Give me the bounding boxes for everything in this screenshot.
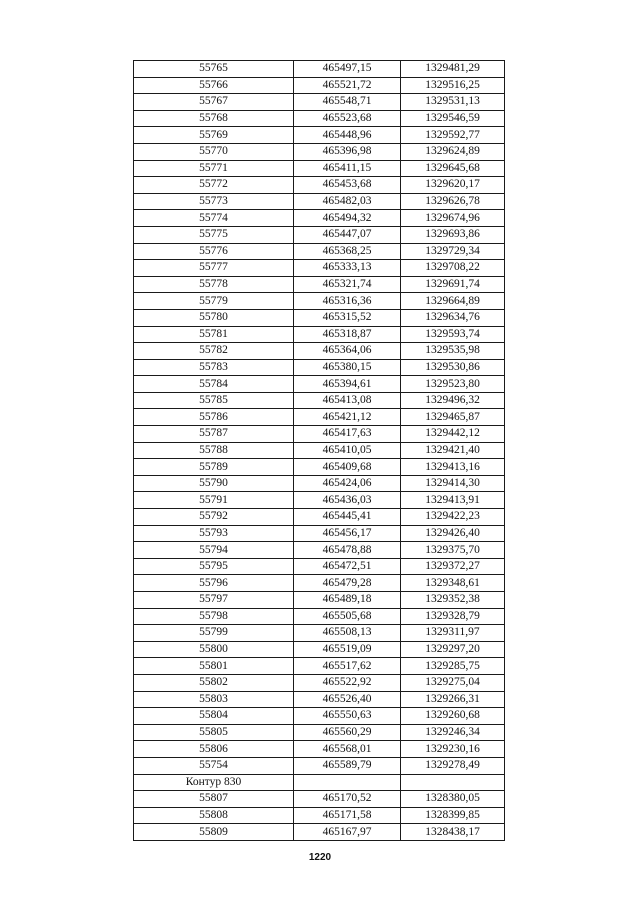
y-coordinate-cell: 1328438,17 (401, 824, 505, 841)
point-number-cell: 55783 (134, 359, 294, 376)
y-coordinate-cell: 1329546,59 (401, 110, 505, 127)
point-number-cell: 55797 (134, 592, 294, 609)
y-coordinate-cell: 1329620,17 (401, 177, 505, 194)
y-coordinate-cell: 1329246,34 (401, 724, 505, 741)
y-coordinate-cell: 1329413,91 (401, 492, 505, 509)
x-coordinate-cell: 465526,40 (294, 691, 401, 708)
x-coordinate-cell: 465489,18 (294, 592, 401, 609)
x-coordinate-cell: 465316,36 (294, 293, 401, 310)
x-coordinate-cell: 465550,63 (294, 708, 401, 725)
y-coordinate-cell: 1329693,86 (401, 226, 505, 243)
x-coordinate-cell: 465453,68 (294, 177, 401, 194)
table-row (134, 509, 505, 526)
x-coordinate-cell: 465447,07 (294, 226, 401, 243)
x-coordinate-cell: 465478,88 (294, 542, 401, 559)
point-number-cell: 55784 (134, 376, 294, 393)
coordinates-table (133, 60, 505, 841)
y-coordinate-cell: 1329414,30 (401, 475, 505, 492)
x-coordinate-cell: 465167,97 (294, 824, 401, 841)
table-row (134, 757, 505, 774)
point-number-cell: 55785 (134, 392, 294, 409)
point-number-cell: 55779 (134, 293, 294, 310)
y-coordinate-cell: 1329481,29 (401, 61, 505, 78)
point-number-cell: 55774 (134, 210, 294, 227)
x-coordinate-cell: 465482,03 (294, 193, 401, 210)
table-row (134, 641, 505, 658)
x-coordinate-cell: 465436,03 (294, 492, 401, 509)
x-coordinate-cell: 465421,12 (294, 409, 401, 426)
x-coordinate-cell: 465517,62 (294, 658, 401, 675)
point-number-cell: 55790 (134, 475, 294, 492)
y-coordinate-cell: 1329422,23 (401, 509, 505, 526)
y-coordinate-cell: 1329645,68 (401, 160, 505, 177)
table-row (134, 376, 505, 393)
y-coordinate-cell: 1329278,49 (401, 757, 505, 774)
point-number-cell: 55776 (134, 243, 294, 260)
table-row (134, 674, 505, 691)
table-row (134, 110, 505, 127)
table-row (134, 492, 505, 509)
x-coordinate-cell: 465410,05 (294, 442, 401, 459)
point-number-cell: 55781 (134, 326, 294, 343)
y-coordinate-cell: 1329523,80 (401, 376, 505, 393)
table-row (134, 525, 505, 542)
table-row (134, 94, 505, 111)
point-number-cell: 55769 (134, 127, 294, 144)
table-row (134, 359, 505, 376)
x-coordinate-cell: 465548,71 (294, 94, 401, 111)
y-coordinate-cell: 1329442,12 (401, 426, 505, 443)
y-coordinate-cell: 1329421,40 (401, 442, 505, 459)
y-coordinate-cell: 1329531,13 (401, 94, 505, 111)
y-coordinate-cell: 1329626,78 (401, 193, 505, 210)
table-row (134, 243, 505, 260)
y-coordinate-cell: 1329516,25 (401, 77, 505, 94)
table-row (134, 293, 505, 310)
x-coordinate-cell: 465394,61 (294, 376, 401, 393)
table-row (134, 542, 505, 559)
y-coordinate-cell: 1329729,34 (401, 243, 505, 260)
y-coordinate-cell: 1329593,74 (401, 326, 505, 343)
table-row (134, 210, 505, 227)
y-coordinate-cell: 1329285,75 (401, 658, 505, 675)
x-coordinate-cell: 465568,01 (294, 741, 401, 758)
table-row (134, 276, 505, 293)
table-row (134, 824, 505, 841)
point-number-cell: 55802 (134, 674, 294, 691)
y-coordinate-cell: 1329348,61 (401, 575, 505, 592)
y-coordinate-cell: 1329634,76 (401, 309, 505, 326)
x-coordinate-cell: 465508,13 (294, 625, 401, 642)
y-coordinate-cell: 1329260,68 (401, 708, 505, 725)
table-row (134, 658, 505, 675)
point-number-cell: 55809 (134, 824, 294, 841)
table-row (134, 708, 505, 725)
table-row (134, 475, 505, 492)
point-number-cell: 55798 (134, 608, 294, 625)
point-number-cell: 55765 (134, 61, 294, 78)
y-coordinate-cell: 1329465,87 (401, 409, 505, 426)
y-coordinate-cell: 1328380,05 (401, 791, 505, 808)
point-number-cell: 55791 (134, 492, 294, 509)
coordinates-table-body (134, 61, 505, 841)
x-coordinate-cell: 465456,17 (294, 525, 401, 542)
x-coordinate-cell: 465396,98 (294, 143, 401, 160)
x-coordinate-cell: 465171,58 (294, 807, 401, 824)
point-number-cell: 55787 (134, 426, 294, 443)
x-coordinate-cell: 465448,96 (294, 127, 401, 144)
x-coordinate-cell: 465497,15 (294, 61, 401, 78)
table-row (134, 127, 505, 144)
table-row (134, 807, 505, 824)
x-coordinate-cell: 465445,41 (294, 509, 401, 526)
table-row (134, 442, 505, 459)
point-number-cell: 55796 (134, 575, 294, 592)
y-coordinate-cell: 1329496,32 (401, 392, 505, 409)
point-number-cell: 55782 (134, 343, 294, 360)
table-row (134, 392, 505, 409)
x-coordinate-cell: 465417,63 (294, 426, 401, 443)
point-number-cell: 55778 (134, 276, 294, 293)
x-coordinate-cell: 465521,72 (294, 77, 401, 94)
x-coordinate-cell: 465170,52 (294, 791, 401, 808)
point-number-cell: 55789 (134, 459, 294, 476)
y-coordinate-cell: 1329708,22 (401, 260, 505, 277)
x-coordinate-cell: 465479,28 (294, 575, 401, 592)
y-coordinate-cell: 1329535,98 (401, 343, 505, 360)
x-coordinate-cell: 465333,13 (294, 260, 401, 277)
x-coordinate-cell: 465321,74 (294, 276, 401, 293)
point-number-cell: 55772 (134, 177, 294, 194)
table-row (134, 791, 505, 808)
table-row (134, 193, 505, 210)
x-coordinate-cell: 465409,68 (294, 459, 401, 476)
point-number-cell: 55792 (134, 509, 294, 526)
table-row (134, 260, 505, 277)
y-coordinate-cell: 1329328,79 (401, 608, 505, 625)
x-coordinate-cell: 465318,87 (294, 326, 401, 343)
page-number: 1220 (308, 852, 332, 863)
y-coordinate-cell: 1328399,85 (401, 807, 505, 824)
y-coordinate-cell: 1329530,86 (401, 359, 505, 376)
point-number-cell: 55780 (134, 309, 294, 326)
table-row (134, 608, 505, 625)
table-row (134, 61, 505, 78)
point-number-cell: 55786 (134, 409, 294, 426)
y-coordinate-cell: 1329372,27 (401, 558, 505, 575)
point-number-cell: 55800 (134, 641, 294, 658)
y-coordinate-cell: 1329691,74 (401, 276, 505, 293)
table-row (134, 592, 505, 609)
point-number-cell: 55770 (134, 143, 294, 160)
y-coordinate-cell: 1329426,40 (401, 525, 505, 542)
x-coordinate-cell: 465519,09 (294, 641, 401, 658)
table-row (134, 309, 505, 326)
y-coordinate-cell: 1329413,16 (401, 459, 505, 476)
table-row (134, 77, 505, 94)
x-coordinate-cell: 465560,29 (294, 724, 401, 741)
table-row (134, 691, 505, 708)
x-coordinate-cell: 465380,15 (294, 359, 401, 376)
point-number-cell: 55805 (134, 724, 294, 741)
y-coordinate-cell: 1329352,38 (401, 592, 505, 609)
table-row (134, 625, 505, 642)
y-coordinate-cell: 1329674,96 (401, 210, 505, 227)
x-coordinate-cell: 465413,08 (294, 392, 401, 409)
point-number-cell: 55766 (134, 77, 294, 94)
table-row (134, 558, 505, 575)
y-coordinate-cell: 1329664,89 (401, 293, 505, 310)
point-number-cell: 55768 (134, 110, 294, 127)
point-number-cell: 55754 (134, 757, 294, 774)
y-coordinate-cell: 1329624,89 (401, 143, 505, 160)
y-coordinate-cell: 1329297,20 (401, 641, 505, 658)
point-number-cell: 55767 (134, 94, 294, 111)
x-coordinate-cell (294, 774, 401, 791)
y-coordinate-cell: 1329592,77 (401, 127, 505, 144)
y-coordinate-cell: 1329311,97 (401, 625, 505, 642)
point-number-cell: 55795 (134, 558, 294, 575)
point-number-cell: 55777 (134, 260, 294, 277)
x-coordinate-cell: 465589,79 (294, 757, 401, 774)
table-row (134, 575, 505, 592)
point-number-cell: 55807 (134, 791, 294, 808)
point-number-cell: 55799 (134, 625, 294, 642)
point-number-cell: 55793 (134, 525, 294, 542)
table-row (134, 326, 505, 343)
x-coordinate-cell: 465523,68 (294, 110, 401, 127)
x-coordinate-cell: 465472,51 (294, 558, 401, 575)
table-row (134, 343, 505, 360)
x-coordinate-cell: 465315,52 (294, 309, 401, 326)
y-coordinate-cell: 1329275,04 (401, 674, 505, 691)
point-number-cell: 55773 (134, 193, 294, 210)
x-coordinate-cell: 465411,15 (294, 160, 401, 177)
point-number-cell: 55775 (134, 226, 294, 243)
table-row (134, 226, 505, 243)
table-row (134, 177, 505, 194)
table-row (134, 409, 505, 426)
x-coordinate-cell: 465364,06 (294, 343, 401, 360)
point-number-cell: 55806 (134, 741, 294, 758)
y-coordinate-cell (401, 774, 505, 791)
point-number-cell: 55808 (134, 807, 294, 824)
point-number-cell: 55804 (134, 708, 294, 725)
y-coordinate-cell: 1329230,16 (401, 741, 505, 758)
x-coordinate-cell: 465522,92 (294, 674, 401, 691)
x-coordinate-cell: 465505,68 (294, 608, 401, 625)
table-row (134, 143, 505, 160)
table-row (134, 774, 505, 791)
x-coordinate-cell: 465494,32 (294, 210, 401, 227)
table-row (134, 426, 505, 443)
point-number-cell: 55801 (134, 658, 294, 675)
table-row (134, 160, 505, 177)
point-number-cell: 55803 (134, 691, 294, 708)
point-number-cell: Контур 830 (134, 774, 294, 791)
x-coordinate-cell: 465424,06 (294, 475, 401, 492)
point-number-cell: 55788 (134, 442, 294, 459)
x-coordinate-cell: 465368,25 (294, 243, 401, 260)
point-number-cell: 55771 (134, 160, 294, 177)
y-coordinate-cell: 1329375,70 (401, 542, 505, 559)
table-row (134, 459, 505, 476)
y-coordinate-cell: 1329266,31 (401, 691, 505, 708)
table-row (134, 724, 505, 741)
table-row (134, 741, 505, 758)
point-number-cell: 55794 (134, 542, 294, 559)
